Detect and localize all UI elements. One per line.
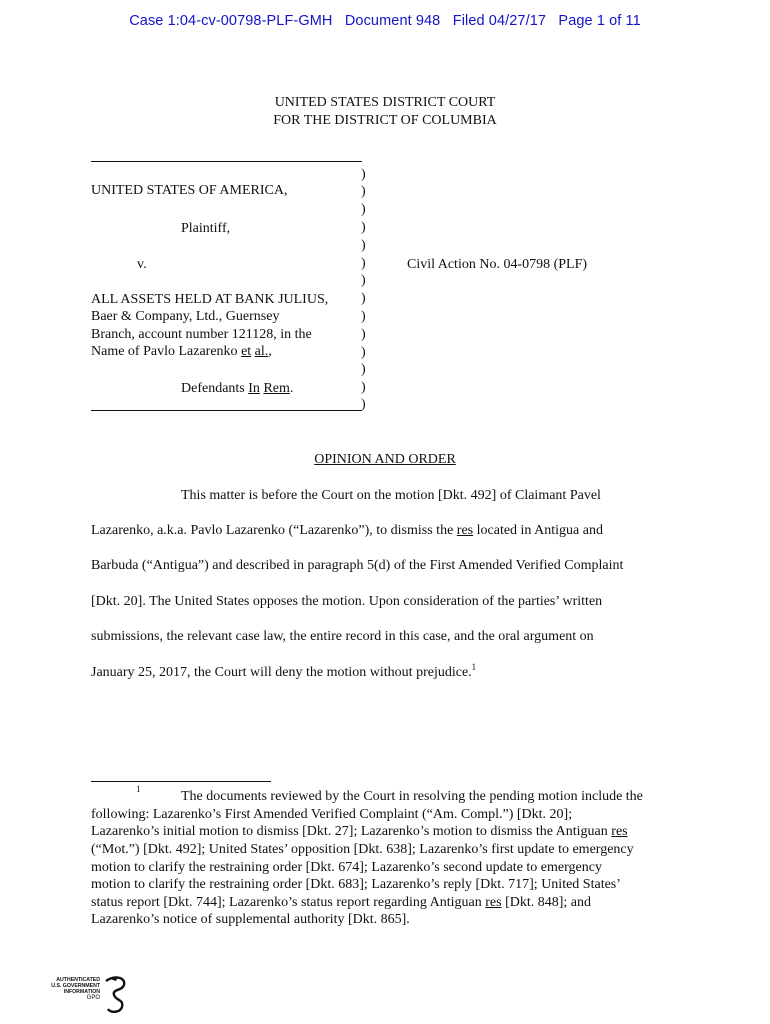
caption-paren: ) — [361, 202, 366, 217]
versus: v. — [137, 257, 147, 272]
opinion-title-text: OPINION AND ORDER — [314, 452, 456, 467]
defendants-role-prefix: Defendants — [181, 381, 249, 396]
gpo-authentication-logo — [40, 975, 130, 1015]
res-term: res — [485, 895, 502, 910]
gpo-logo-line: U.S. GOVERNMENT — [51, 983, 100, 989]
footnote-number-sup: 1 — [136, 784, 141, 794]
caption-bottom-rule — [91, 410, 362, 411]
body-text: Lazarenko, a.k.a. Pavlo Lazarenko (“Lazarenko”), to dismiss the — [91, 523, 457, 538]
plaintiff-name: UNITED STATES OF AMERICA, — [91, 183, 288, 198]
caption-paren: ) — [361, 184, 366, 199]
footnote-line: (“Mot.”) [Dkt. 492]; United States’ opposition [Dkt. 638]; Lazarenko’s first update to emergency — [91, 842, 634, 857]
caption-paren: ) — [361, 167, 366, 182]
caption-paren: ) — [361, 220, 366, 235]
opinion-title — [0, 452, 770, 468]
footnote-reference[interactable]: 1 — [471, 662, 477, 672]
body-text: located in Antigua and — [473, 523, 603, 538]
footnote-separator — [91, 781, 271, 782]
caption-paren: ) — [361, 309, 366, 324]
body-text: January 25, 2017, the Court will deny the motion without prejudice. — [91, 665, 472, 680]
defendant-et: et — [241, 344, 252, 359]
res-term: res — [456, 523, 474, 538]
caption-paren: ) — [361, 397, 366, 412]
caption-paren: ) — [361, 291, 366, 306]
court-name-line2: FOR THE DISTRICT OF COLUMBIA — [273, 113, 497, 128]
defendants-role-suffix: . — [289, 381, 294, 396]
body-line — [91, 662, 477, 681]
defendant-al: al. — [254, 344, 269, 359]
footnote-line: Lazarenko’s notice of supplemental authority [Dkt. 865]. — [91, 912, 410, 927]
defendant-line: Branch, account number 121128, in the — [91, 327, 312, 342]
defendant-name-prefix: Name of Pavlo Lazarenko — [91, 344, 242, 359]
footnote-text: [Dkt. 848]; and — [501, 895, 591, 910]
footnote-line: motion to clarify the restraining order [Dkt. 674]; Lazarenko’s second update to emergency — [91, 860, 602, 875]
footnote-number — [136, 784, 141, 803]
gpo-logo-line: INFORMATION — [63, 989, 100, 995]
caption-paren: ) — [361, 380, 366, 395]
defendants-in: In — [248, 381, 260, 396]
res-term: res — [611, 824, 628, 839]
caption-paren: ) — [361, 362, 366, 377]
caption-paren: ) — [361, 273, 366, 288]
caption-top-rule — [91, 161, 362, 162]
court-name-line1: UNITED STATES DISTRICT COURT — [274, 95, 496, 110]
defendants-role — [181, 381, 293, 397]
civil-action-number: Civil Action No. 04-0798 (PLF) — [407, 257, 588, 272]
body-line: This matter is before the Court on the motion [Dkt. 492] of Claimant Pavel — [181, 488, 601, 503]
footnote-text: Lazarenko’s initial motion to dismiss [Dkt. 27]; Lazarenko’s motion to dismiss the Antiguan — [91, 824, 612, 839]
defendant-name-suffix: , — [268, 344, 272, 359]
caption-paren: ) — [361, 327, 366, 342]
footnote-line — [91, 824, 628, 840]
footnote-line: following: Lazarenko’s First Amended Verified Complaint (“Am. Compl.”) [Dkt. 20]; — [91, 807, 573, 822]
gpo-logo-line: GPO — [86, 995, 100, 1001]
body-line: [Dkt. 20]. The United States opposes the motion. Upon consideration of the parties’ written — [91, 594, 603, 609]
footnote-text: status report [Dkt. 744]; Lazarenko’s status report regarding Antiguan — [91, 895, 486, 910]
caption-paren: ) — [361, 256, 366, 271]
eagle-icon — [100, 975, 130, 1015]
body-line: submissions, the relevant case law, the entire record in this case, and the oral argument on — [91, 629, 594, 644]
case-header-stamp: Case 1:04-cv-00798-PLF-GMH Document 948 Filed 04/27/17 Page 1 of 11 — [129, 13, 641, 29]
caption-paren: ) — [361, 238, 366, 253]
defendant-line: ALL ASSETS HELD AT BANK JULIUS, — [91, 292, 329, 307]
body-line — [91, 523, 603, 539]
defendant-line: Baer & Company, Ltd., Guernsey — [91, 309, 280, 324]
footnote-line: motion to clarify the restraining order [Dkt. 683]; Lazarenko’s reply [Dkt. 717]; United States’ — [91, 877, 621, 892]
caption-paren: ) — [361, 345, 366, 360]
defendants-rem: Rem — [263, 381, 290, 396]
gpo-logo-line: AUTHENTICATED — [56, 977, 100, 983]
plaintiff-role: Plaintiff, — [181, 221, 231, 236]
defendant-name-line — [91, 344, 272, 360]
footnote-line: The documents reviewed by the Court in resolving the pending motion include the — [181, 789, 643, 804]
body-line: Barbuda (“Antigua”) and described in paragraph 5(d) of the First Amended Verified Complaint — [91, 558, 624, 573]
footnote-line — [91, 895, 591, 911]
